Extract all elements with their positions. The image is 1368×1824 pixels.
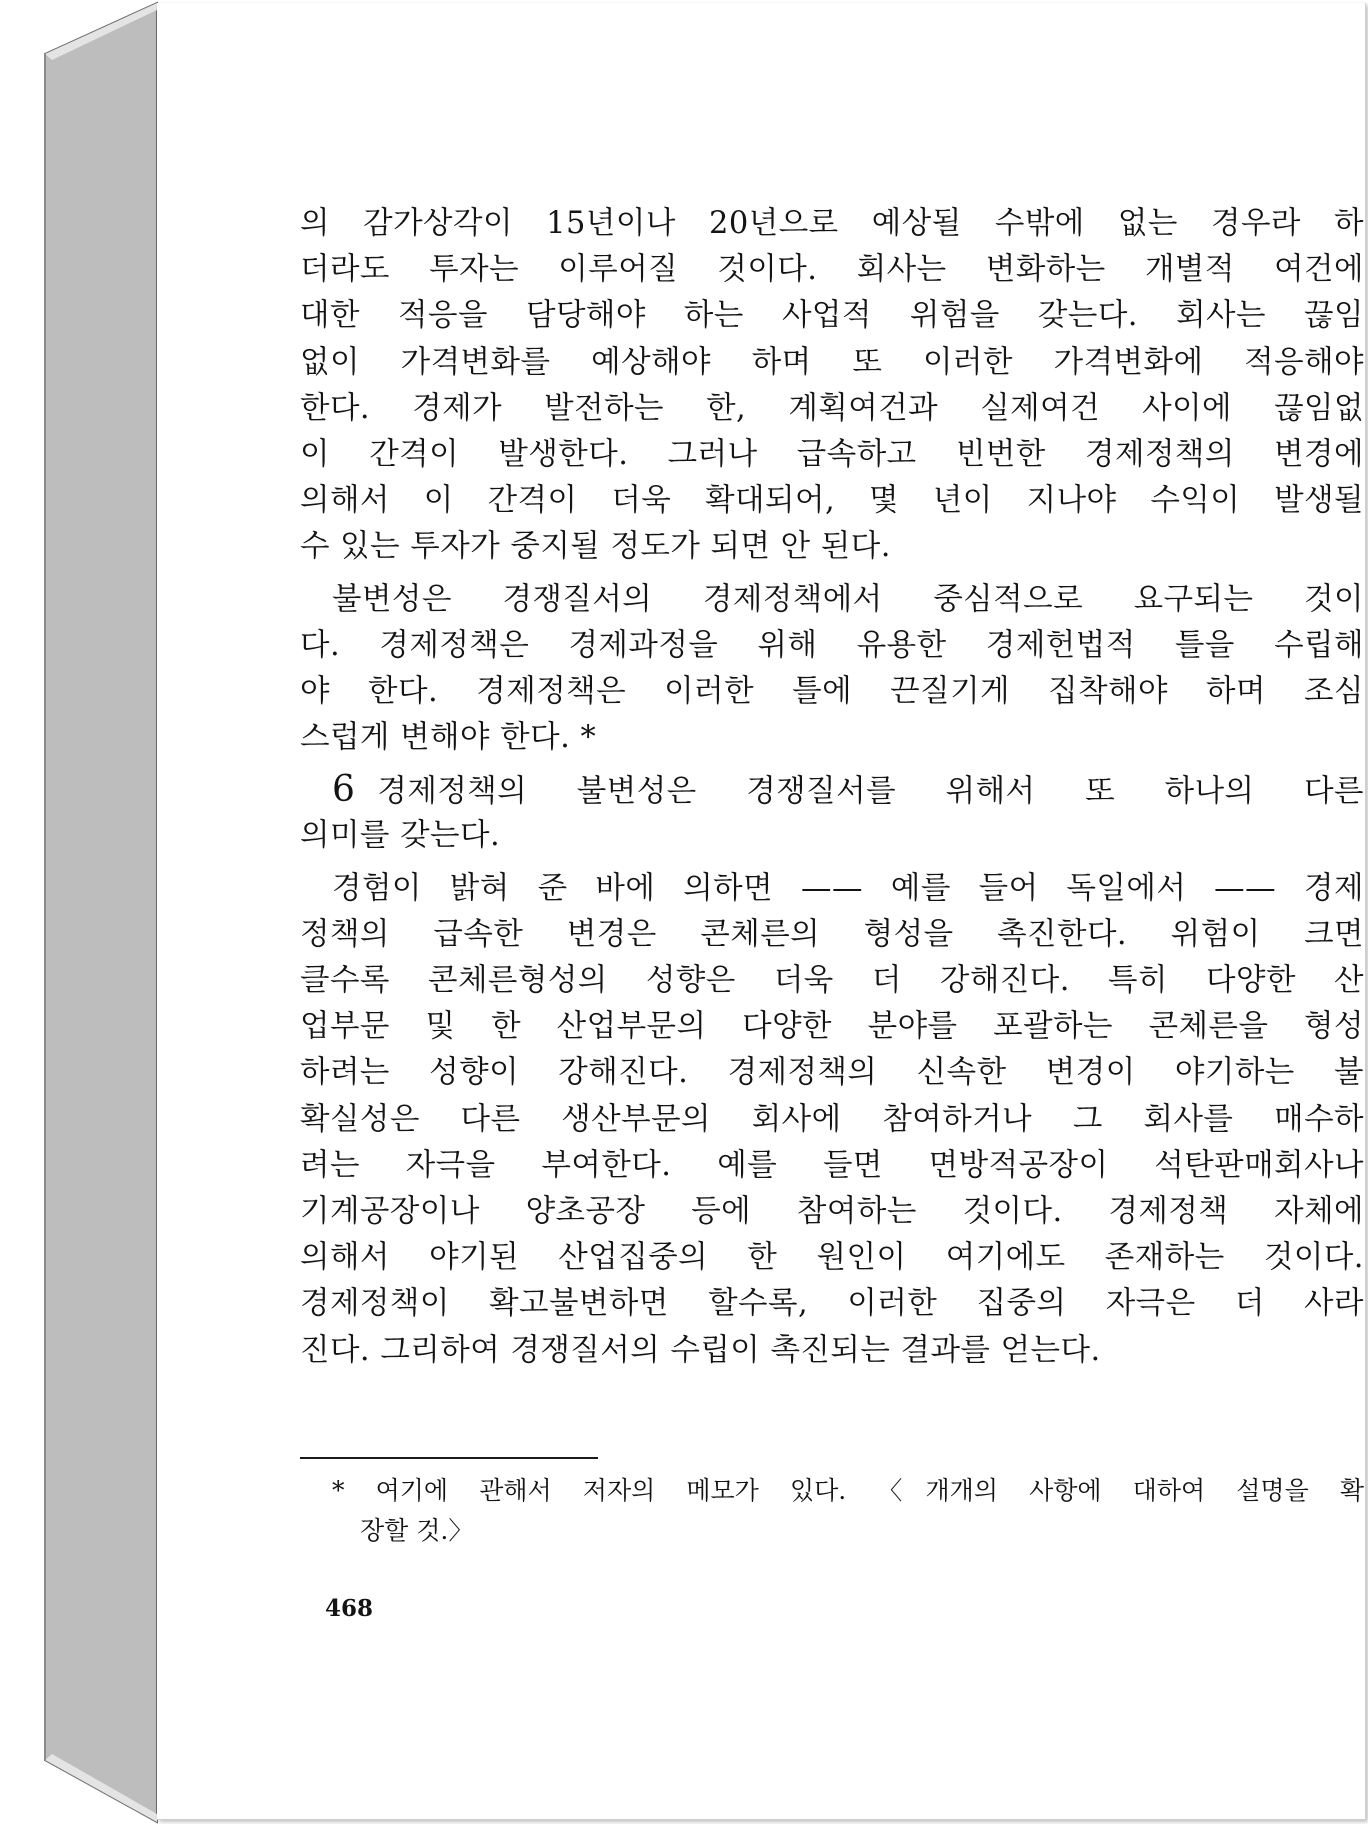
body-line: 없이 가격변화를 예상해야 하며 또 이러한 가격변화에 적응해야 — [300, 344, 1364, 380]
paragraph-line: 경험이 밝혀 준 바에 의하면 —— 예를 들어 독일에서 —— 경제 — [332, 870, 1364, 906]
body-line: 더라도 투자는 이루어질 것이다. 회사는 변화하는 개별적 여건에 — [300, 252, 1364, 288]
body-line: 수 있는 투자가 중지될 정도가 되면 안 된다. — [300, 529, 891, 565]
paragraph-line: 의해서 야기된 산업집중의 한 원인이 여기에도 존재하는 것이다. — [300, 1240, 1364, 1276]
section-number: 6 — [332, 769, 356, 811]
paragraph-line: 려는 자극을 부여한다. 예를 들면 면방적공장이 석탄판매회사나 — [300, 1147, 1364, 1183]
body-line: 대한 적응을 담당해야 하는 사업적 위험을 갖는다. 회사는 끊임 — [300, 298, 1364, 334]
body-line: 이 간격이 발생한다. 그러나 급속하고 빈번한 경제정책의 변경에 — [300, 436, 1364, 472]
paragraph-line: 야 한다. 경제정책은 이러한 틀에 끈질기게 집착해야 하며 조심 — [300, 673, 1364, 709]
footnote — [332, 1471, 1364, 1551]
book-spine — [0, 0, 160, 1824]
body-line: 한다. 경제가 발전하는 한, 계획여건과 실제여건 사이에 끊임없 — [300, 390, 1364, 426]
paragraph-line: 정책의 급속한 변경은 콘체른의 형성을 촉진한다. 위험이 크면 — [300, 916, 1364, 952]
paragraph-line: 경제정책이 확고불변하면 할수록, 이러한 집중의 자극은 더 사라 — [300, 1286, 1364, 1322]
paragraph-line: 스럽게 변해야 한다. * — [300, 720, 597, 756]
page-number: 468 — [325, 1595, 374, 1622]
paragraph-line: 진다. 그리하여 경쟁질서의 수립이 촉진되는 결과를 얻는다. — [300, 1332, 1101, 1368]
footnote-divider — [300, 1457, 598, 1459]
paragraph-line: 확실성은 다른 생산부문의 회사에 참여하거나 그 회사를 매수하 — [300, 1101, 1364, 1137]
footnote-line: 장할 것.〉 — [360, 1516, 474, 1545]
book-page — [157, 3, 1366, 1820]
paragraph-line: 하려는 성향이 강해진다. 경제정책의 신속한 변경이 야기하는 불 — [300, 1055, 1364, 1091]
footnote-line: * 여기에 관해서 저자의 메모가 있다. 〈개개의 사항에 대하여 설명을 확 — [332, 1476, 1364, 1505]
paragraph-line: 클수록 콘체른형성의 성향은 더욱 더 강해진다. 특히 다양한 산 — [300, 963, 1364, 998]
section-heading-line — [300, 767, 1364, 812]
paragraph-line: 기계공장이나 양초공장 등에 참여하는 것이다. 경제정책 자체에 — [300, 1193, 1364, 1229]
paragraph-line: 다. 경제정책은 경제과정을 위해 유용한 경제헌법적 틀을 수립해 — [300, 627, 1364, 663]
paragraph-line: 업부문 및 한 산업부문의 다양한 분야를 포괄하는 콘체른을 형성 — [300, 1009, 1364, 1045]
page-body — [300, 201, 1364, 1374]
body-line: 의해서 이 간격이 더욱 확대되어, 몇 년이 지나야 수익이 발생될 — [300, 483, 1364, 519]
body-line: 의 감가상각이 15년이나 20년으로 예상될 수밖에 없는 경우라 하 — [300, 206, 1364, 241]
paragraph-line: 불변성은 경쟁질서의 경제정책에서 중심적으로 요구되는 것이 — [332, 581, 1364, 617]
section-heading-text: 경제정책의 불변성은 경쟁질서를 위해서 또 하나의 다른 — [377, 774, 1364, 810]
section-heading-line: 의미를 갖는다. — [300, 818, 501, 854]
